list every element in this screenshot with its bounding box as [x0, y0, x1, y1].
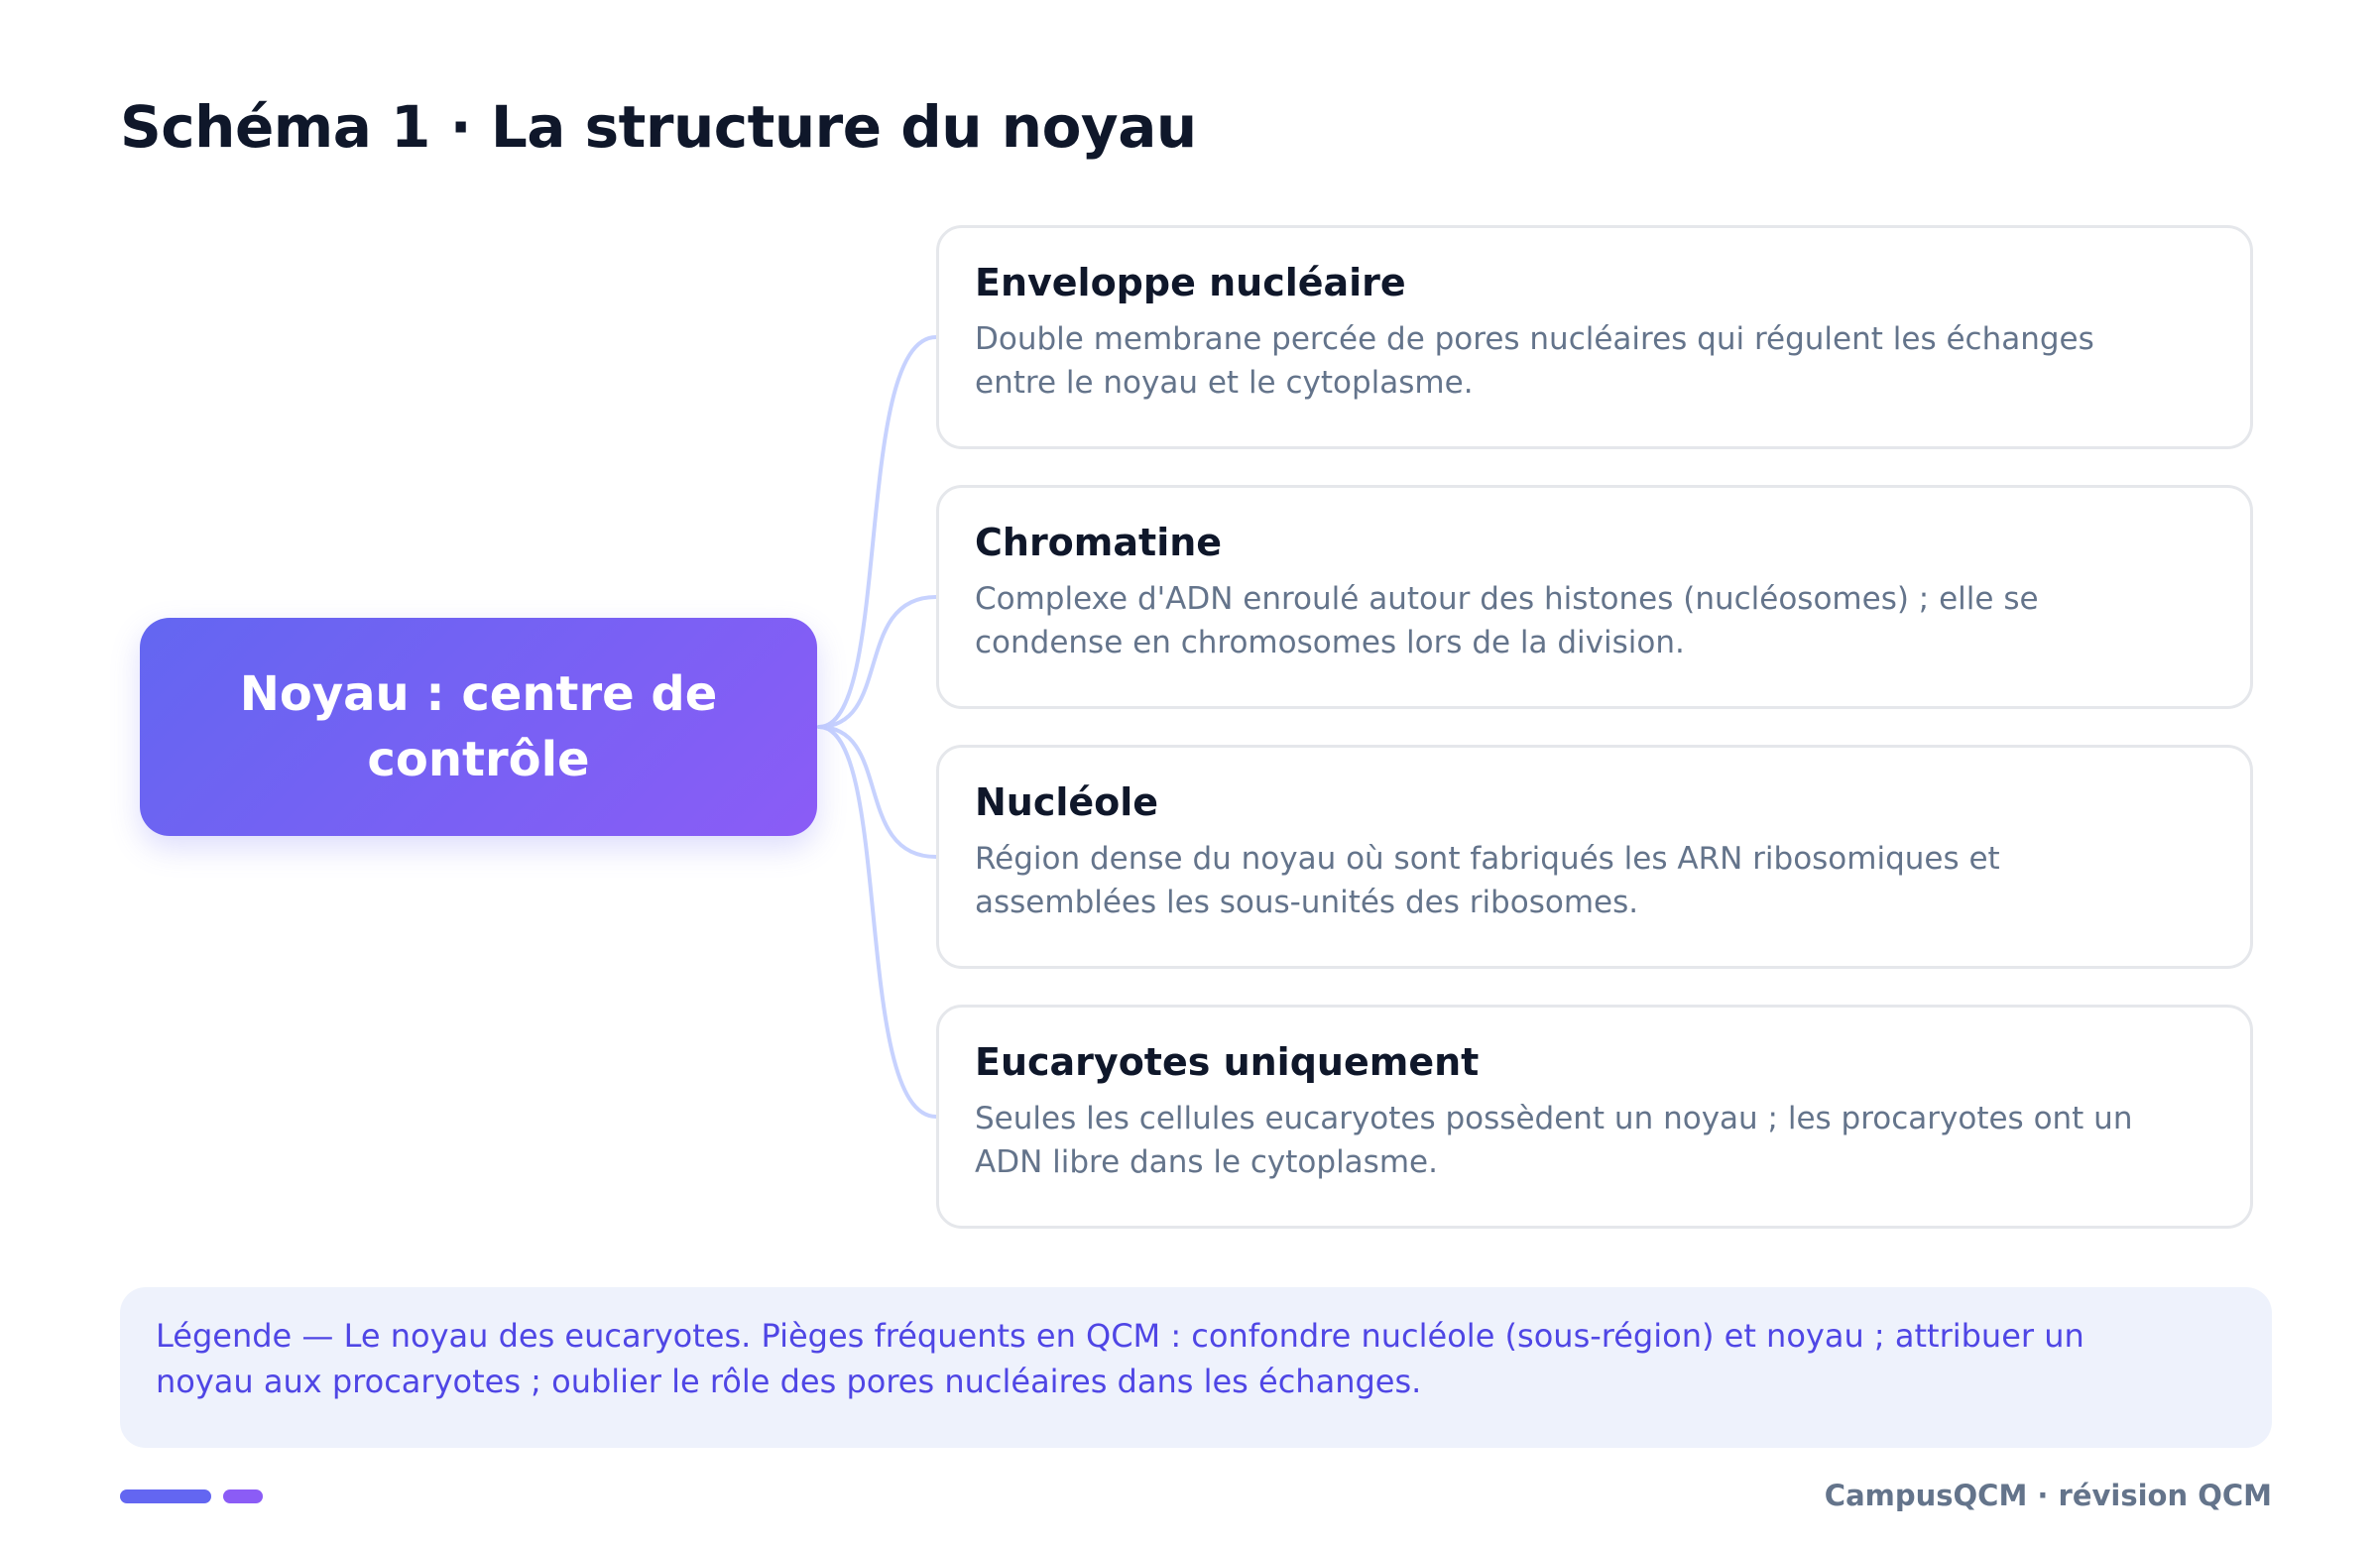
branch-title: Eucaryotes uniquement [975, 1040, 1480, 1084]
branch-card-chromatine [936, 485, 2253, 709]
legend-text: Légende — Le noyau des eucaryotes. Pièges fréquents en QCM : confondre nucléole (sous-région) et noyau ; attribuer un noyau aux procaryotes ; oublier le rôle des pores nucléaires dans les échanges. [156, 1317, 2084, 1400]
branch-title: Nucléole [975, 780, 1159, 824]
root-node [140, 618, 817, 836]
connector-nucleole [819, 727, 936, 857]
connector-chromatine [819, 597, 936, 727]
connector-eucaryotes [819, 727, 936, 1117]
branch-description: Double membrane percée de pores nucléaires qui régulent les échanges entre le noyau et le cytoplasme. [975, 321, 2094, 401]
legend-box [120, 1287, 2272, 1448]
page-title: Schéma 1 · La structure du noyau [120, 93, 1197, 161]
accent-bar-secondary [223, 1489, 263, 1503]
branch-card-eucaryotes-uniquement [936, 1005, 2253, 1229]
footer-brand: CampusQCM · révision QCM [1824, 1479, 2272, 1512]
branch-description: Région dense du noyau où sont fabriqués les ARN ribosomiques et assemblées les sous-unités des ribosomes. [975, 841, 2000, 920]
accent-bar-primary [120, 1489, 211, 1503]
branch-card-nucleole [936, 745, 2253, 969]
branch-description: Seules les cellules eucaryotes possèdent un noyau ; les procaryotes ont un ADN libre dans le cytoplasme. [975, 1101, 2133, 1180]
branch-title: Chromatine [975, 521, 1223, 564]
branch-title: Enveloppe nucléaire [975, 261, 1406, 304]
connector-enveloppe [819, 337, 936, 727]
branch-description: Complexe d'ADN enroulé autour des histones (nucléosomes) ; elle se condense en chromosomes lors de la division. [975, 581, 2039, 660]
root-node-label: Noyau : centre de contrôle [239, 666, 718, 787]
branch-card-enveloppe-nucleaire [936, 225, 2253, 449]
